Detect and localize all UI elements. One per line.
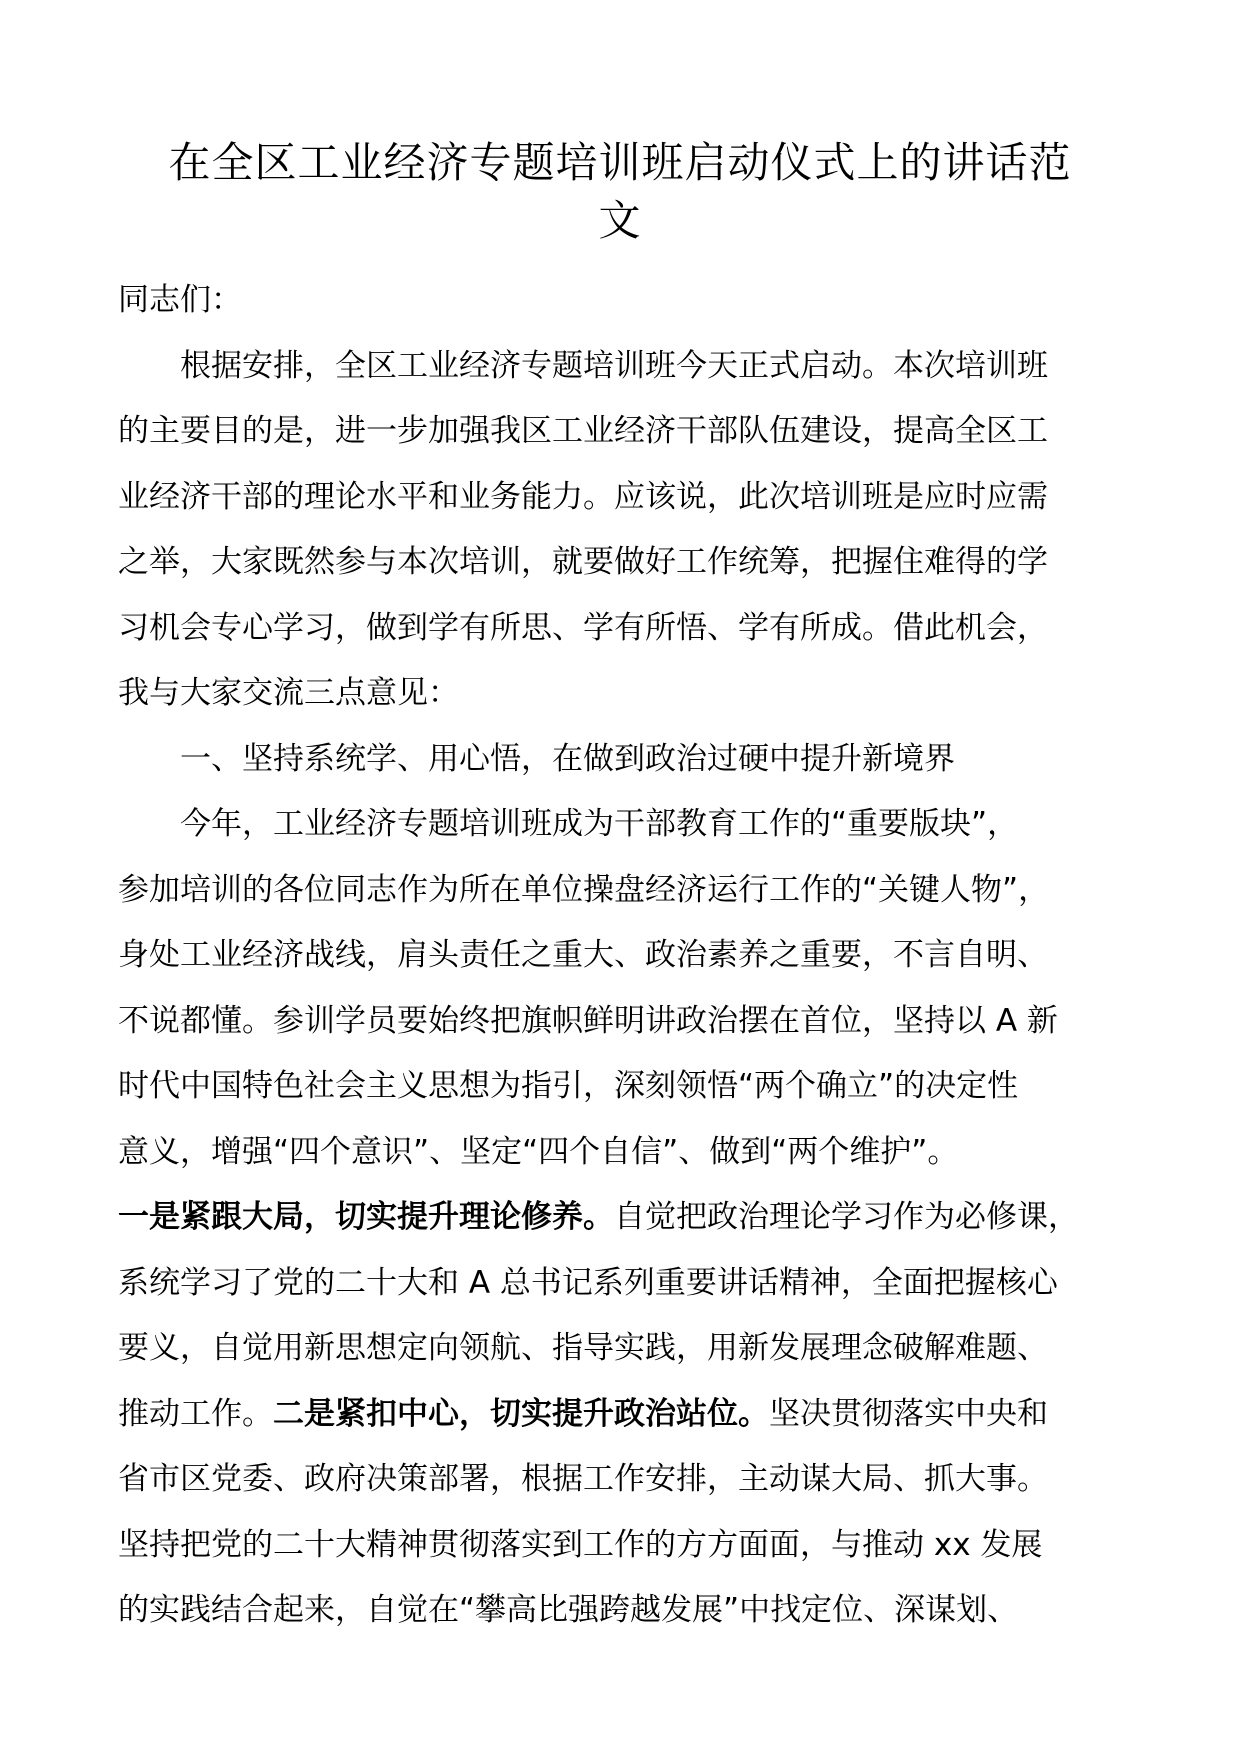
point-text: 推动工作。 <box>118 1395 273 1432</box>
title-line-2: 文 <box>598 196 642 245</box>
paragraph-line: 我与大家交流三点意见： <box>118 675 459 711</box>
paragraph-line: 坚持把党的二十大精神贯彻落实到工作的方方面面，与推动 xx 发展 <box>118 1526 1043 1563</box>
document-title <box>118 134 1122 250</box>
paragraph-line: 今年，工业经济专题培训班成为干部教育工作的“重要版块”， <box>180 806 1019 842</box>
paragraph-line: 根据安排，全区工业经济专题培训班今天正式启动。本次培训班 <box>180 347 1048 384</box>
document-body <box>118 268 1142 1644</box>
paragraph-line: 意义，增强“四个意识”、坚定“四个自信”、做到“两个维护”。 <box>118 1133 959 1170</box>
paragraph-line: 系统学习了党的二十大和 A 总书记系列重要讲话精神，全面把握核心 <box>118 1264 1058 1301</box>
paragraph-line: 身处工业经济战线，肩头责任之重大、政治素养之重要，不言自明、 <box>118 937 1048 973</box>
paragraph-intro <box>118 334 1142 727</box>
paragraph-line: 要义，自觉用新思想定向领航、指导实践，用新发展理念破解难题、 <box>118 1330 1048 1366</box>
paragraph-line: 习机会专心学习，做到学有所思、学有所悟、学有所成。借此机会， <box>118 609 1048 646</box>
paragraph-line <box>118 1185 1142 1251</box>
paragraph-line: 之举，大家既然参与本次培训，就要做好工作统筹，把握住难得的学 <box>118 544 1048 580</box>
salutation: 同志们： <box>118 282 242 318</box>
point-one-heading: 一是紧跟大局，切实提升理论修养。 <box>118 1199 614 1235</box>
point-two-heading: 二是紧扣中心，切实提升政治站位。 <box>273 1395 769 1432</box>
paragraph-line: 业经济干部的理论水平和业务能力。应该说，此次培训班是应时应需 <box>118 478 1048 515</box>
paragraph-line: 参加培训的各位同志作为所在单位操盘经济运行工作的“关键人物”， <box>118 871 1050 908</box>
paragraph-line: 的主要目的是，进一步加强我区工业经济干部队伍建设，提高全区工 <box>118 413 1048 449</box>
paragraph-line <box>118 1382 1142 1448</box>
point-one-text: 自觉把政治理论学习作为必修课， <box>614 1199 1079 1235</box>
paragraph-line: 的实践结合起来，自觉在“攀高比强跨越发展”中找定位、深谋划、 <box>118 1592 1019 1628</box>
paragraph-section-1 <box>118 792 1142 1644</box>
paragraph-line: 省市区党委、政府决策部署，根据工作安排，主动谋大局、抓大事。 <box>118 1461 1048 1497</box>
paragraph-line: 不说都懂。参训学员要始终把旗帜鲜明讲政治摆在首位，坚持以 A 新 <box>118 1002 1058 1039</box>
section-heading-1: 一、坚持系统学、用心悟，在做到政治过硬中提升新境界 <box>180 740 955 777</box>
title-line-1: 在全区工业经济专题培训班启动仪式上的讲话范 <box>168 138 1072 187</box>
paragraph-line: 时代中国特色社会主义思想为指引，深刻领悟“两个确立”的决定性 <box>118 1068 1019 1104</box>
point-two-text: 坚决贯彻落实中央和 <box>769 1395 1048 1432</box>
